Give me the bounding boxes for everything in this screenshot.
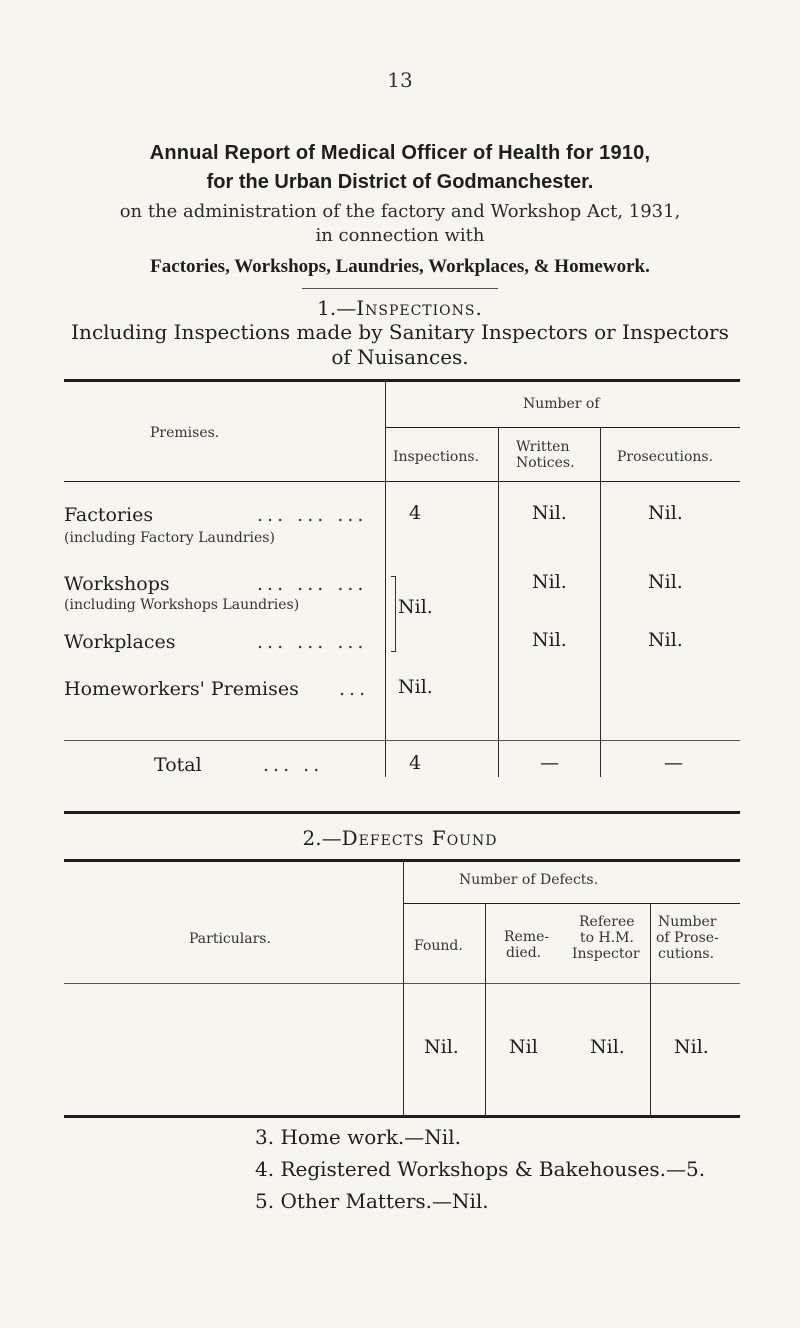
footer-item-text: Registered Workshops & Bakehouses.—5.	[280, 1157, 706, 1181]
prosecutions2-header-line3: cutions.	[658, 946, 715, 962]
footer-item-other-matters	[255, 1189, 489, 1213]
row-homeworkers-label: Homeworkers' Premises	[64, 678, 299, 700]
row-factories-label: Factories	[64, 504, 154, 526]
premises-header: Premises.	[150, 425, 220, 441]
inspections-header: Inspections.	[393, 449, 480, 465]
report-title: Annual Report of Medical Officer of Health for 1910,	[149, 142, 651, 164]
row-workplaces-dots: ... ... ...	[257, 631, 368, 653]
row-workshops-prosecutions: Nil.	[648, 571, 683, 593]
section-1-number: 1.—	[317, 296, 357, 320]
found-header: Found.	[414, 938, 463, 954]
table1-header-rule	[64, 481, 740, 482]
section-1-title	[0, 296, 800, 320]
footer-item-number: 5.	[255, 1189, 275, 1213]
prosecutions-header: Prosecutions.	[617, 449, 714, 465]
table1-col-divider-2	[498, 428, 499, 777]
referee-header-line1: Referee	[579, 914, 635, 930]
row-workplaces-prosecutions: Nil.	[648, 629, 683, 651]
row-workplaces-label: Workplaces	[64, 631, 176, 653]
footer-item-text: Home work.—Nil.	[280, 1125, 461, 1149]
table2-header-rule	[64, 983, 740, 984]
section-2-number: 2.—	[302, 826, 342, 850]
table2-col-divider-1	[403, 861, 404, 1116]
table2-col-divider-3	[650, 904, 651, 1116]
remedied-header-line2: died.	[506, 945, 542, 961]
footer-item-registered-workshops	[255, 1157, 705, 1181]
prosecutions2-header-line1: Number	[658, 914, 717, 930]
including-note-cont: of Nuisances.	[331, 345, 469, 369]
table2-bottom-rule	[64, 1115, 740, 1118]
defects-prosecutions-value: Nil.	[674, 1036, 709, 1058]
section-heading: Factories, Workshops, Laundries, Workplaces, & Homework.	[150, 256, 650, 277]
row-homeworkers-dots: ...	[339, 678, 370, 700]
table1-number-of-rule	[385, 427, 740, 428]
table2-number-rule	[403, 903, 740, 904]
table1-col-divider-1	[385, 381, 386, 777]
row-factories-dots: ... ... ...	[257, 504, 368, 526]
section-2-label: Defects Found	[341, 826, 498, 850]
table2-top-rule	[64, 859, 740, 862]
grouped-inspections-value: Nil.	[398, 596, 433, 618]
footer-item-text: Other Matters.—Nil.	[280, 1189, 489, 1213]
row-workshops-sublabel: (including Workshops Laundries)	[64, 597, 300, 613]
total-label: Total	[154, 754, 202, 776]
row-factories-prosecutions: Nil.	[648, 502, 683, 524]
table1-top-rule	[64, 379, 740, 382]
row-factories-inspections: 4	[409, 502, 422, 524]
table1-bottom-rule	[64, 811, 740, 814]
total-prosecutions: —	[664, 752, 683, 774]
section-1-label: Inspections.	[356, 296, 483, 320]
row-homeworkers-inspections: Nil.	[398, 676, 433, 698]
referee-header-line3: Inspector	[572, 946, 640, 962]
report-title-district: for the Urban District of Godmanchester.	[206, 171, 594, 193]
remedied-header-line1: Reme-	[504, 929, 550, 945]
heading-divider	[302, 288, 498, 289]
written-header-line1: Written	[516, 439, 570, 455]
number-of-defects-header: Number of Defects.	[459, 872, 599, 888]
total-inspections: 4	[409, 752, 422, 774]
total-dots: ... ..	[263, 754, 324, 776]
written-header-line2: Notices.	[516, 455, 575, 471]
footer-item-number: 3.	[255, 1125, 275, 1149]
row-workshops-dots: ... ... ...	[257, 573, 368, 595]
row-factories-sublabel: (including Factory Laundries)	[64, 530, 275, 546]
defects-found-value: Nil.	[424, 1036, 459, 1058]
row-workplaces-written: Nil.	[532, 629, 567, 651]
prosecutions2-header-line2: of Prose-	[656, 930, 719, 946]
referee-header-line2: to H.M.	[580, 930, 634, 946]
number-of-header: Number of	[523, 396, 600, 412]
row-workshops-label: Workshops	[64, 573, 170, 595]
table2-col-divider-2	[485, 904, 486, 1116]
page-number: 13	[387, 68, 413, 92]
total-written: —	[540, 752, 559, 774]
including-note: Including Inspections made by Sanitary Inspectors or Inspectors	[71, 320, 729, 344]
table1-col-divider-3	[600, 428, 601, 777]
row-factories-written: Nil.	[532, 502, 567, 524]
footer-item-number: 4.	[255, 1157, 275, 1181]
defects-referee-value: Nil.	[590, 1036, 625, 1058]
report-subtitle: on the administration of the factory and Workshop Act, 1931,	[119, 201, 681, 222]
particulars-header: Particulars.	[189, 931, 271, 947]
defects-remedied-value: Nil	[509, 1036, 538, 1058]
report-subtitle-connection: in connection with	[315, 225, 485, 246]
footer-item-home-work	[255, 1125, 461, 1149]
section-2-title	[0, 826, 800, 850]
row-workshops-written: Nil.	[532, 571, 567, 593]
table1-total-rule	[64, 740, 740, 741]
grouped-bracket	[391, 576, 396, 652]
